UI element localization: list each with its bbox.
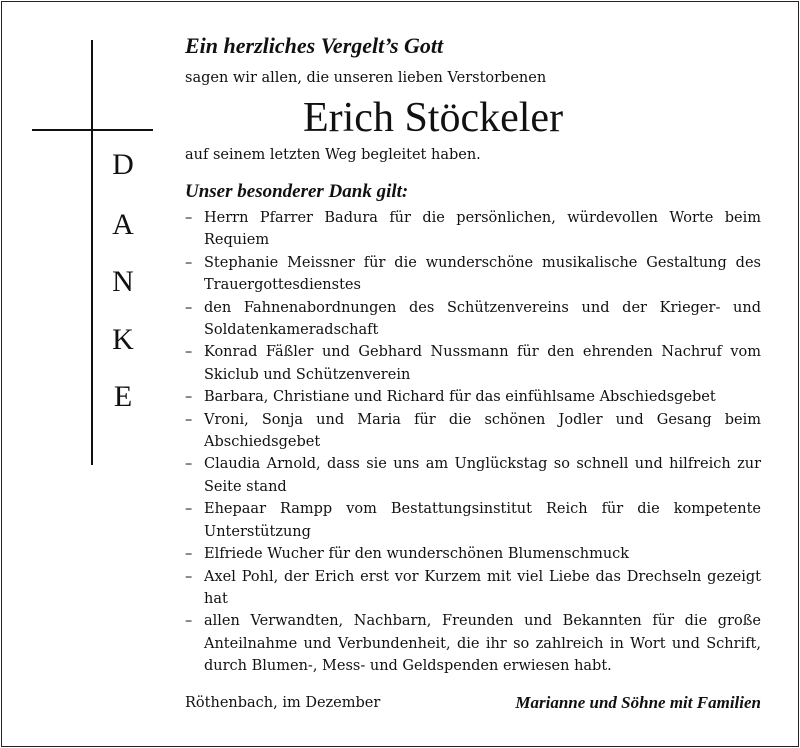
dash-bullet: – bbox=[185, 389, 193, 406]
list-item bbox=[185, 297, 761, 342]
danke-letter-e: E bbox=[113, 380, 133, 413]
list-item-text: den Fahnenabordnungen des Schützenvereins und der Krieger- und Soldatenkameradschaft bbox=[204, 299, 761, 339]
place-date: Röthenbach, im Dezember bbox=[185, 695, 381, 711]
dash-bullet: – bbox=[185, 254, 193, 271]
headline: Ein herzliches Vergelt’s Gott bbox=[185, 33, 444, 58]
list-item-text: Vroni, Sonja und Maria für die schönen Jodler und Gesang beim Abschiedsgebet bbox=[204, 411, 761, 451]
dash-bullet: – bbox=[185, 501, 193, 518]
dash-bullet: – bbox=[185, 411, 193, 428]
list-item-text: Herrn Pfarrer Badura für die persönlichen, würdevollen Worte beim Requiem bbox=[204, 210, 761, 249]
list-item-text: allen Verwandten, Nachbarn, Freunden und Bekannten für die große Anteilnahme und Verbundenheit, die ihr so zahlreich in Wort und Schrift, durch Blumen-, Mess- und Geldspenden erwiesen habt. bbox=[204, 613, 761, 675]
list-item bbox=[185, 207, 761, 252]
list-item-text: Stephanie Meissner für die wunderschöne musikalische Gestaltung des Trauergottesdienstes bbox=[204, 254, 761, 294]
dash-bullet: – bbox=[185, 568, 193, 585]
list-item-text: Axel Pohl, der Erich erst vor Kurzem mit viel Liebe das Drechseln gezeigt hat bbox=[204, 568, 761, 607]
list-item bbox=[185, 341, 761, 386]
thanks-heading: Unser besonderer Dank gilt: bbox=[185, 181, 409, 202]
danke-letter-d: D bbox=[112, 148, 134, 181]
list-item bbox=[185, 409, 761, 454]
dash-bullet: – bbox=[185, 299, 193, 316]
danke-letter-a: A bbox=[112, 208, 134, 241]
list-item-text: Barbara, Christiane und Richard für das einfühlsame Abschiedsgebet bbox=[204, 389, 716, 406]
cross-vertical-bar bbox=[91, 40, 93, 465]
list-item-text: Claudia Arnold, dass sie uns am Unglückstag so schnell und hilfreich zur Seite stand bbox=[204, 456, 761, 495]
danke-letter-n: N bbox=[112, 265, 134, 298]
list-item bbox=[185, 566, 761, 611]
dash-bullet: – bbox=[185, 344, 193, 361]
family-signature: Marianne und Söhne mit Familien bbox=[515, 693, 761, 712]
dash-bullet: – bbox=[185, 210, 193, 226]
list-item-text: Konrad Fäßler und Gebhard Nussmann für den ehrenden Nachruf vom Skiclub und Schützenverein bbox=[204, 344, 761, 383]
list-item bbox=[185, 386, 761, 408]
list-item-text: Ehepaar Rampp vom Bestattungsinstitut Reich für die kompetente Unterstützung bbox=[204, 501, 761, 540]
cross-horizontal-bar bbox=[32, 129, 153, 131]
list-item bbox=[185, 610, 761, 677]
list-item bbox=[185, 543, 761, 565]
danke-letter-k: K bbox=[112, 323, 134, 356]
dash-bullet: – bbox=[185, 613, 193, 630]
list-item bbox=[185, 453, 761, 498]
deceased-name: Erich Stöckeler bbox=[303, 95, 564, 141]
outro-text: auf seinem letzten Weg begleitet haben. bbox=[185, 147, 481, 163]
dash-bullet: – bbox=[185, 456, 193, 473]
thanks-list bbox=[185, 207, 761, 678]
list-item-text: Elfriede Wucher für den wunderschönen Blumenschmuck bbox=[204, 546, 630, 563]
dash-bullet: – bbox=[185, 546, 193, 563]
intro-text: sagen wir allen, die unseren lieben Verstorbenen bbox=[185, 70, 547, 86]
list-item bbox=[185, 498, 761, 543]
list-item bbox=[185, 252, 761, 297]
